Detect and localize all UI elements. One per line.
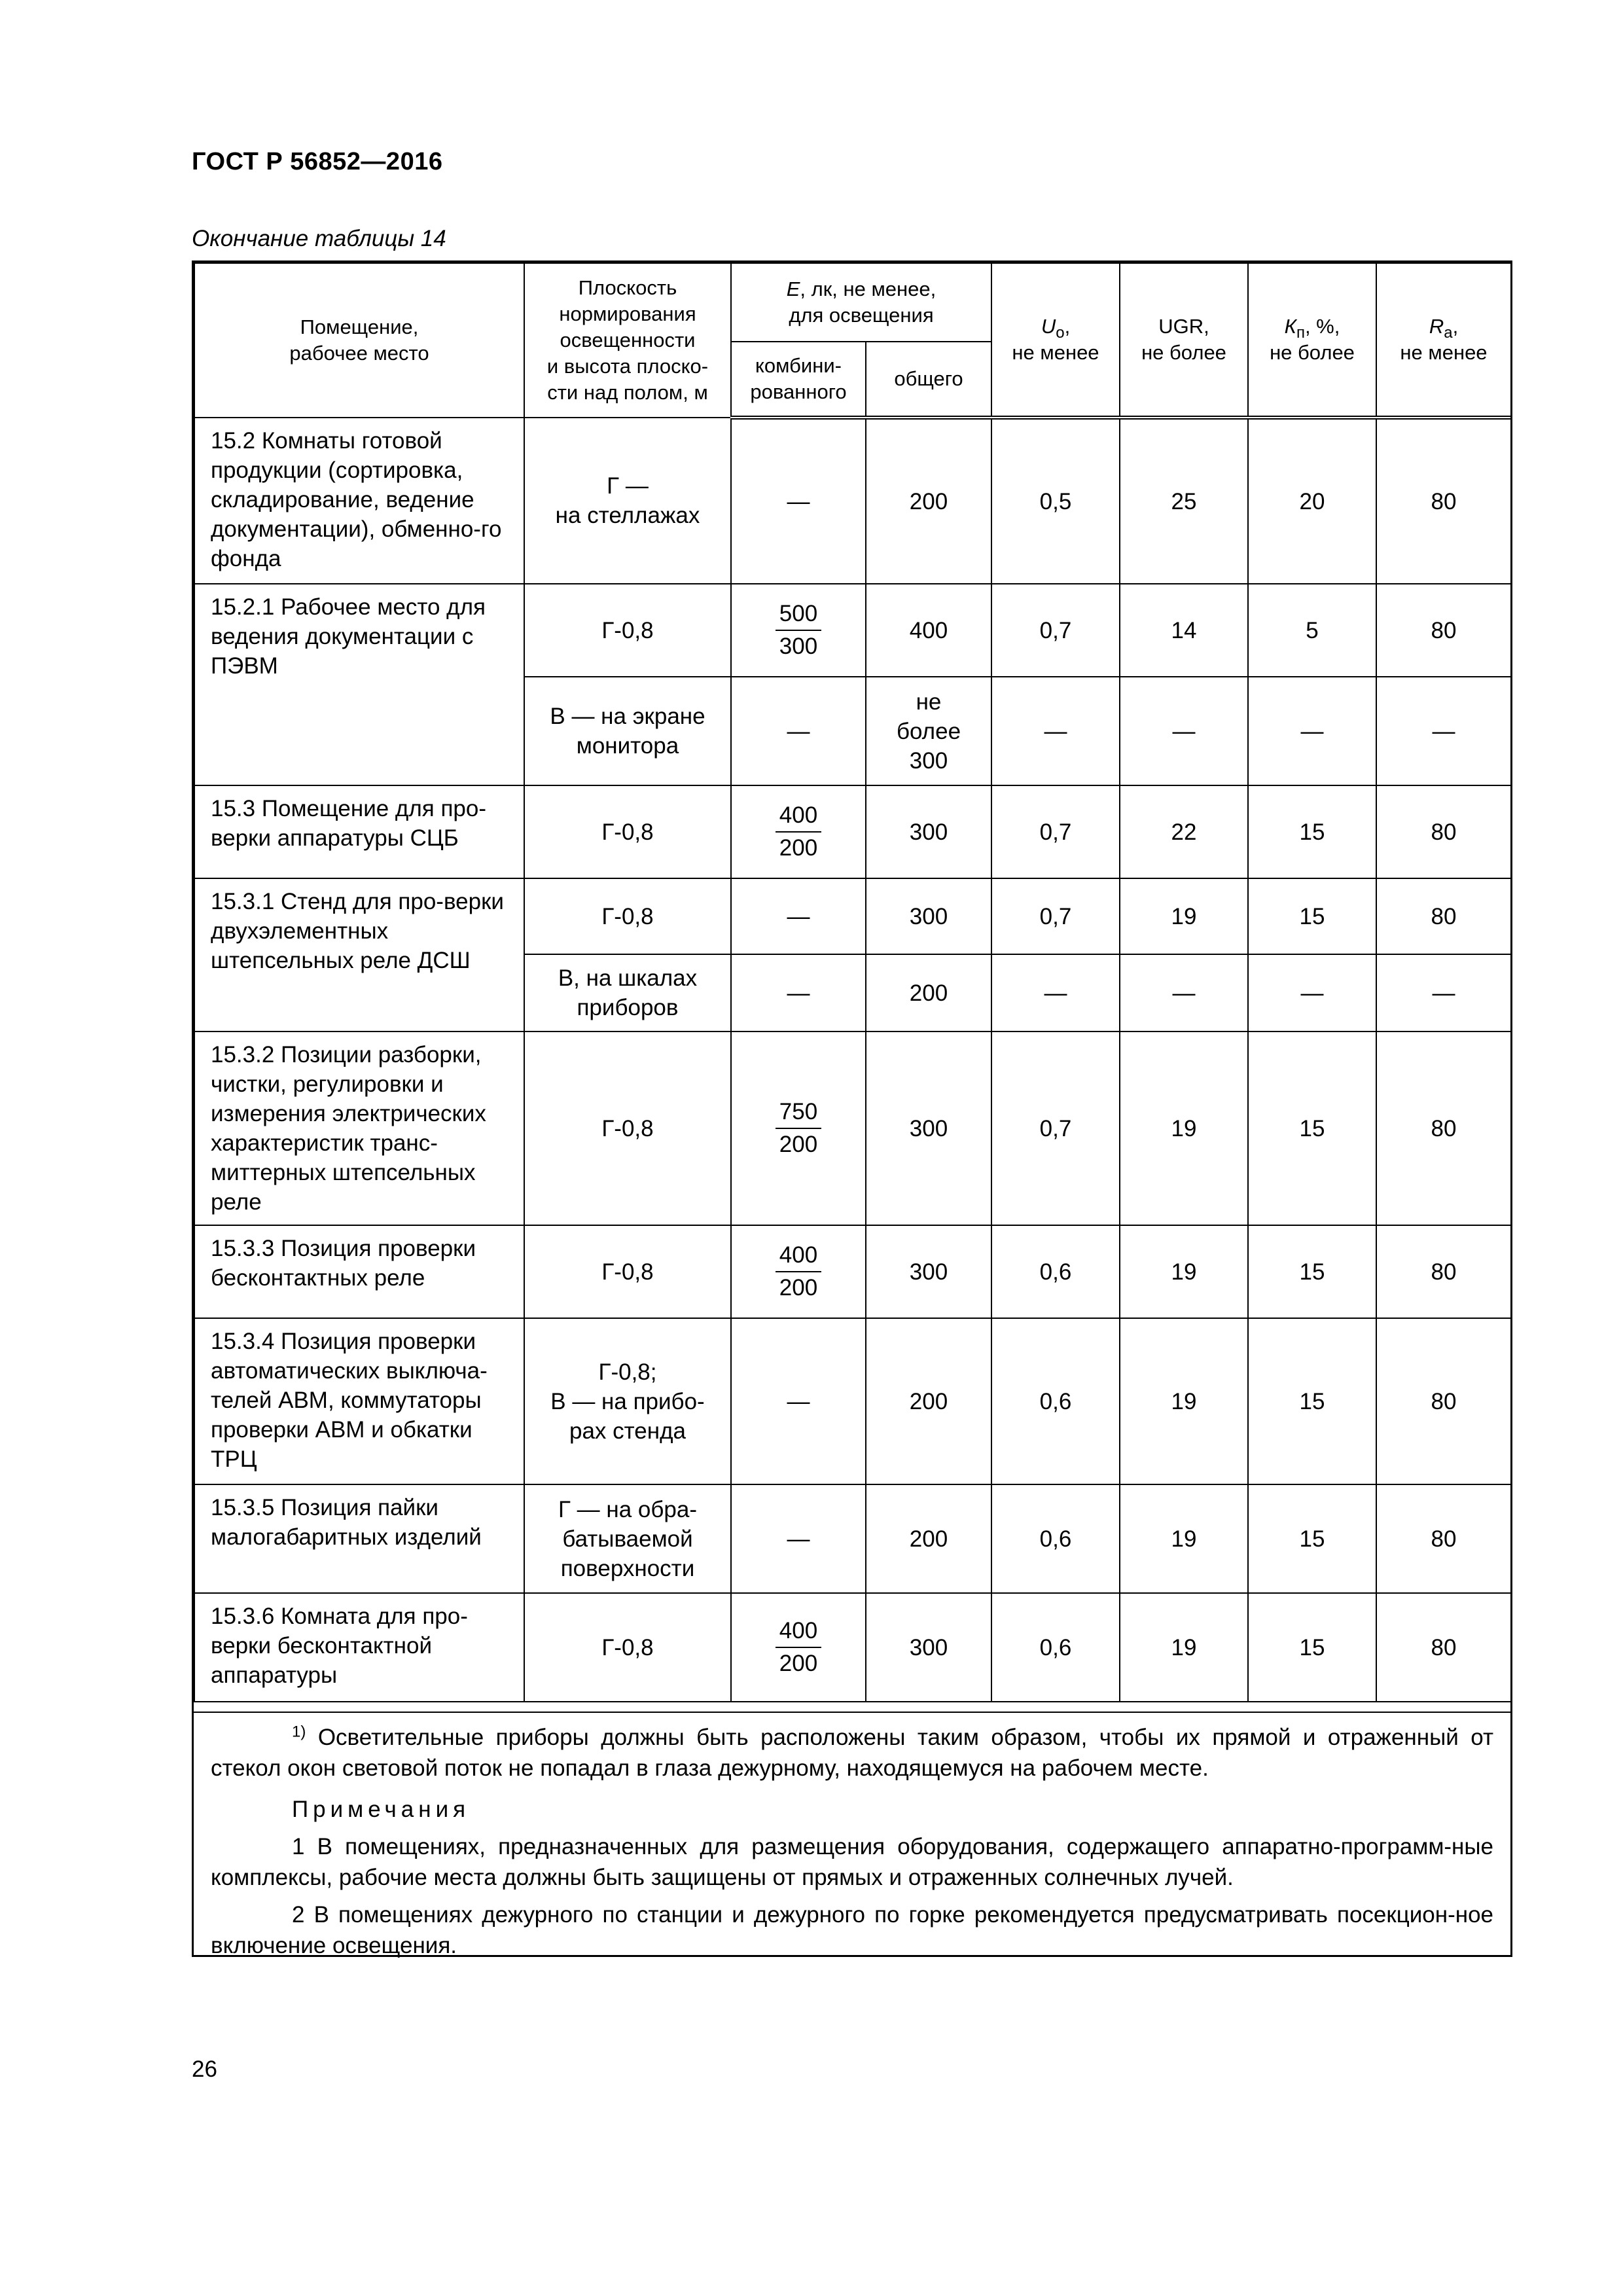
plane-cell: Г — на обра- батываемой поверхности xyxy=(524,1484,731,1593)
kp-cell: 15 xyxy=(1248,878,1376,954)
ugr-cell: — xyxy=(1120,954,1248,1031)
note-item: 1 В помещениях, предназначенных для размещения оборудования, содержащего аппаратно-программ-ные комплексы, рабочие места должны быть защищены от прямых и отраженных солнечных лучей. xyxy=(211,1834,1493,1890)
general-cell: 200 xyxy=(866,1484,991,1593)
lighting-table xyxy=(192,260,1512,1957)
uo-cell: 0,7 xyxy=(991,584,1120,677)
kp-cell: 15 xyxy=(1248,1225,1376,1318)
table-row xyxy=(194,1593,1511,1702)
header-general: общего xyxy=(866,342,991,418)
ugr-cell: 25 xyxy=(1120,418,1248,584)
ugr-cell: 22 xyxy=(1120,785,1248,878)
plane-cell: Г-0,8; В — на прибо- рах стенда xyxy=(524,1318,731,1484)
ra-cell: 80 xyxy=(1376,584,1511,677)
general-cell: 300 xyxy=(866,1031,991,1225)
room-cell: 15.3.3 Позиция проверки бесконтактных реле xyxy=(194,1225,524,1318)
plane-cell: Г-0,8 xyxy=(524,1225,731,1318)
table-footer xyxy=(194,1712,1510,1961)
combined-cell: — xyxy=(731,1318,866,1484)
combined-cell: $\frac{750}{200}$ xyxy=(731,1031,866,1225)
table-row xyxy=(194,418,1511,584)
table-row xyxy=(194,1031,1511,1225)
plane-cell: Г-0,8 xyxy=(524,785,731,878)
notes-title: Примечания xyxy=(292,1797,471,1822)
footnote: $^{1)}$ Осветительные приборы должны быть расположены таким образом, чтобы их прямой и отраженный от стекол окон световой поток не попадал в глаза дежурному, находящемуся на рабочем месте. xyxy=(211,1723,1493,1781)
header-illuminance: Е, лк, не менее, для освещения xyxy=(731,263,991,342)
kp-cell: 5 xyxy=(1248,584,1376,677)
general-cell: 200 xyxy=(866,418,991,584)
room-cell: 15.3.6 Комната для про-верки бесконтактной аппаратуры xyxy=(194,1593,524,1702)
plane-cell: Г-0,8 xyxy=(524,878,731,954)
ugr-cell: 14 xyxy=(1120,584,1248,677)
combined-cell: — xyxy=(731,1484,866,1593)
room-cell: 15.3 Помещение для про-верки аппаратуры СЦБ xyxy=(194,785,524,878)
plane-cell: В — на экране монитора xyxy=(524,677,731,785)
general-cell: не более 300 xyxy=(866,677,991,785)
kp-cell: — xyxy=(1248,954,1376,1031)
combined-cell: $\frac{400}{200}$ xyxy=(731,1593,866,1702)
kp-cell: 15 xyxy=(1248,1031,1376,1225)
lighting-norms-table xyxy=(194,262,1512,1702)
kp-cell: 15 xyxy=(1248,1484,1376,1593)
room-cell: 15.3.5 Позиция пайки малогабаритных изделий xyxy=(194,1484,524,1593)
ugr-cell: 19 xyxy=(1120,1031,1248,1225)
uo-cell: 0,6 xyxy=(991,1225,1120,1318)
header-ugr: UGR, не более xyxy=(1120,263,1248,418)
table-row xyxy=(194,1318,1511,1484)
room-cell: 15.2.1 Рабочее место для ведения документации с ПЭВМ xyxy=(194,584,524,785)
ra-cell: — xyxy=(1376,954,1511,1031)
table-row xyxy=(194,785,1511,878)
kp-cell: 15 xyxy=(1248,1593,1376,1702)
ra-cell: 80 xyxy=(1376,785,1511,878)
general-cell: 300 xyxy=(866,1593,991,1702)
table-row xyxy=(194,1225,1511,1318)
ra-cell: 80 xyxy=(1376,878,1511,954)
kp-cell: — xyxy=(1248,677,1376,785)
ra-cell: 80 xyxy=(1376,418,1511,584)
kp-cell: 20 xyxy=(1248,418,1376,584)
general-cell: 300 xyxy=(866,878,991,954)
header-room: Помещение, рабочее место xyxy=(194,263,524,418)
ra-cell: 80 xyxy=(1376,1225,1511,1318)
combined-cell: — xyxy=(731,677,866,785)
table-row xyxy=(194,1484,1511,1593)
ra-cell: 80 xyxy=(1376,1593,1511,1702)
uo-cell: — xyxy=(991,954,1120,1031)
combined-cell: — xyxy=(731,418,866,584)
general-cell: 300 xyxy=(866,1225,991,1318)
uo-cell: 0,7 xyxy=(991,878,1120,954)
document-header: ГОСТ Р 56852—2016 xyxy=(192,148,443,175)
general-cell: 300 xyxy=(866,785,991,878)
header-kp: $К_п$, %, не более xyxy=(1248,263,1376,418)
room-cell: 15.3.1 Стенд для про-верки двухэлементных штепсельных реле ДСШ xyxy=(194,878,524,1031)
room-cell: 15.3.2 Позиции разборки, чистки, регулировки и измерения электрических характеристик транс-миттерных штепсельных реле xyxy=(194,1031,524,1225)
ugr-cell: 19 xyxy=(1120,1318,1248,1484)
note-item: 2 В помещениях дежурного по станции и дежурного по горке рекомендуется предусматривать посекцион-ное включение освещения. xyxy=(211,1902,1493,1958)
general-cell: 400 xyxy=(866,584,991,677)
combined-cell: $\frac{500}{300}$ xyxy=(731,584,866,677)
header-combined: комбини- рованного xyxy=(731,342,866,418)
ugr-cell: — xyxy=(1120,677,1248,785)
combined-cell: — xyxy=(731,878,866,954)
header-plane: Плоскость нормирования освещенности и высота плоско- сти над полом, м xyxy=(524,263,731,418)
header-uo: $U_о$, не менее xyxy=(991,263,1120,418)
uo-cell: 0,5 xyxy=(991,418,1120,584)
room-cell: 15.3.4 Позиция проверки автоматических выключа-телей АВМ, коммутаторы проверки АВМ и обкатки ТРЦ xyxy=(194,1318,524,1484)
ra-cell: 80 xyxy=(1376,1484,1511,1593)
plane-cell: Г-0,8 xyxy=(524,1593,731,1702)
ugr-cell: 19 xyxy=(1120,878,1248,954)
kp-cell: 15 xyxy=(1248,1318,1376,1484)
uo-cell: 0,6 xyxy=(991,1593,1120,1702)
uo-cell: — xyxy=(991,677,1120,785)
kp-cell: 15 xyxy=(1248,785,1376,878)
uo-cell: 0,6 xyxy=(991,1484,1120,1593)
plane-cell: Г-0,8 xyxy=(524,584,731,677)
ugr-cell: 19 xyxy=(1120,1225,1248,1318)
ugr-cell: 19 xyxy=(1120,1484,1248,1593)
table-row xyxy=(194,584,1511,677)
ra-cell: — xyxy=(1376,677,1511,785)
ra-cell: 80 xyxy=(1376,1318,1511,1484)
header-ra: $R_а$, не менее xyxy=(1376,263,1511,418)
plane-cell: В, на шкалах приборов xyxy=(524,954,731,1031)
combined-cell: $\frac{400}{200}$ xyxy=(731,1225,866,1318)
general-cell: 200 xyxy=(866,954,991,1031)
combined-cell: — xyxy=(731,954,866,1031)
plane-cell: Г-0,8 xyxy=(524,1031,731,1225)
room-cell: 15.2 Комнаты готовой продукции (сортировка, складирование, ведение документации), обменно-го фонда xyxy=(194,418,524,584)
uo-cell: 0,6 xyxy=(991,1318,1120,1484)
uo-cell: 0,7 xyxy=(991,1031,1120,1225)
table-row xyxy=(194,878,1511,954)
table-caption: Окончание таблицы 14 xyxy=(192,226,446,251)
ra-cell: 80 xyxy=(1376,1031,1511,1225)
general-cell: 200 xyxy=(866,1318,991,1484)
combined-cell: $\frac{400}{200}$ xyxy=(731,785,866,878)
ugr-cell: 19 xyxy=(1120,1593,1248,1702)
plane-cell: Г — на стеллажах xyxy=(524,418,731,584)
page-number: 26 xyxy=(192,2056,217,2082)
uo-cell: 0,7 xyxy=(991,785,1120,878)
